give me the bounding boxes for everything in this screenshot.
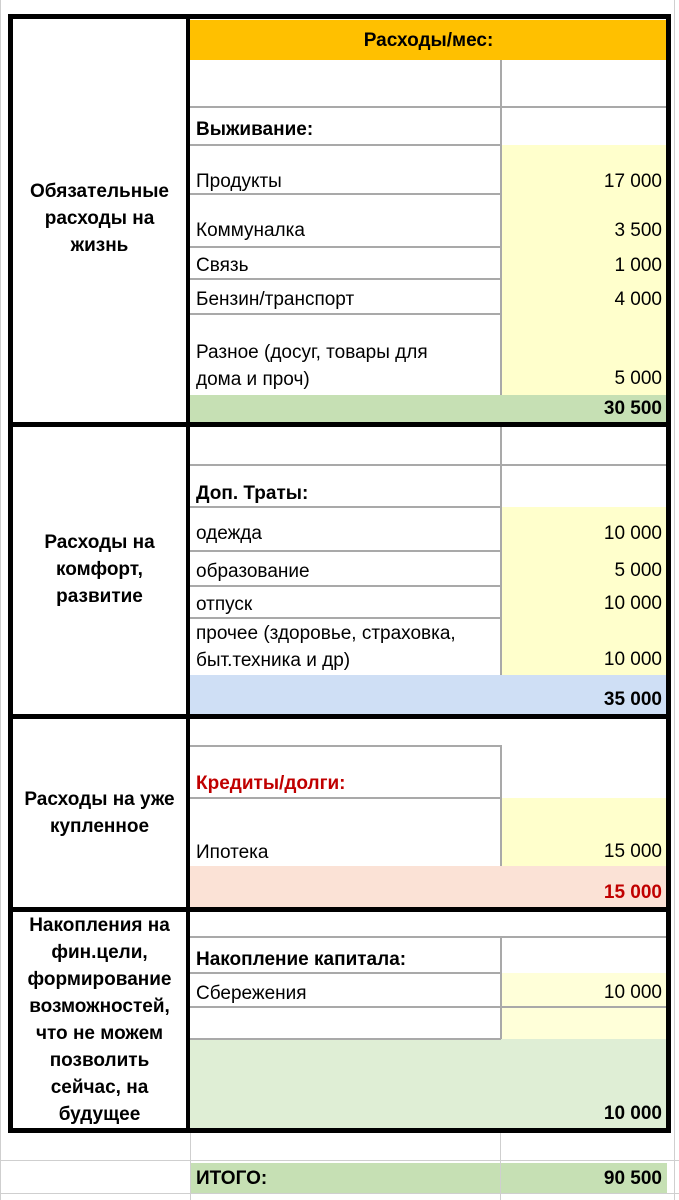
- item-value[interactable]: 10 000: [603, 649, 662, 670]
- section-title-savings: Накопления на фин.цели, формирование возможностей, что не можем позволить сейчас, на будущее: [27, 915, 172, 1125]
- item-value[interactable]: 10 000: [603, 593, 662, 614]
- grand-total-label: ИТОГО:: [196, 1168, 268, 1189]
- item-value[interactable]: 10 000: [603, 982, 662, 1003]
- item-label: Коммуналка: [196, 220, 305, 241]
- item-value[interactable]: 15 000: [603, 841, 662, 862]
- item-label: Продукты: [196, 171, 282, 192]
- section-title-comfort: Расходы на комфорт, развитие: [44, 532, 155, 607]
- item-label: Бензин/транспорт: [196, 289, 355, 310]
- item-label: Ипотека: [196, 842, 269, 863]
- group-label-credits: Кредиты/долги:: [196, 773, 346, 794]
- item-label: Разное (досуг, товары для дома и проч): [196, 342, 428, 390]
- group-label-survival: Выживание:: [196, 119, 314, 140]
- item-value[interactable]: 5 000: [614, 368, 662, 389]
- item-label: образование: [196, 561, 310, 582]
- item-value[interactable]: 5 000: [614, 560, 662, 581]
- item-value[interactable]: 3 500: [614, 220, 662, 241]
- section-total: 35 000: [603, 689, 662, 710]
- section-total: 30 500: [603, 398, 662, 419]
- frame-top: [8, 14, 671, 19]
- section-title-purchased: Расходы на уже купленное: [24, 789, 175, 837]
- group-label-capital: Накопление капитала:: [196, 949, 407, 970]
- item-label: прочее (здоровье, страховка, быт.техника и др): [196, 623, 456, 671]
- section-title-mandatory: Обязательные расходы на жизнь: [29, 181, 169, 256]
- header-title: Расходы/мес:: [363, 30, 494, 51]
- item-label: Сбережения: [196, 983, 307, 1004]
- item-value[interactable]: 1 000: [614, 255, 662, 276]
- item-value[interactable]: 17 000: [603, 171, 662, 192]
- item-value[interactable]: 10 000: [603, 523, 662, 544]
- grand-total-value: 90 500: [603, 1168, 662, 1189]
- section-total: 10 000: [603, 1103, 662, 1124]
- item-value[interactable]: 4 000: [614, 289, 662, 310]
- section-total: 15 000: [603, 882, 662, 903]
- group-label-extra: Доп. Траты:: [196, 483, 309, 504]
- item-label: одежда: [196, 523, 262, 544]
- frame-right: [666, 14, 671, 1133]
- item-label: отпуск: [196, 594, 253, 615]
- frame-bottom: [8, 1128, 671, 1133]
- item-label: Связь: [196, 255, 249, 276]
